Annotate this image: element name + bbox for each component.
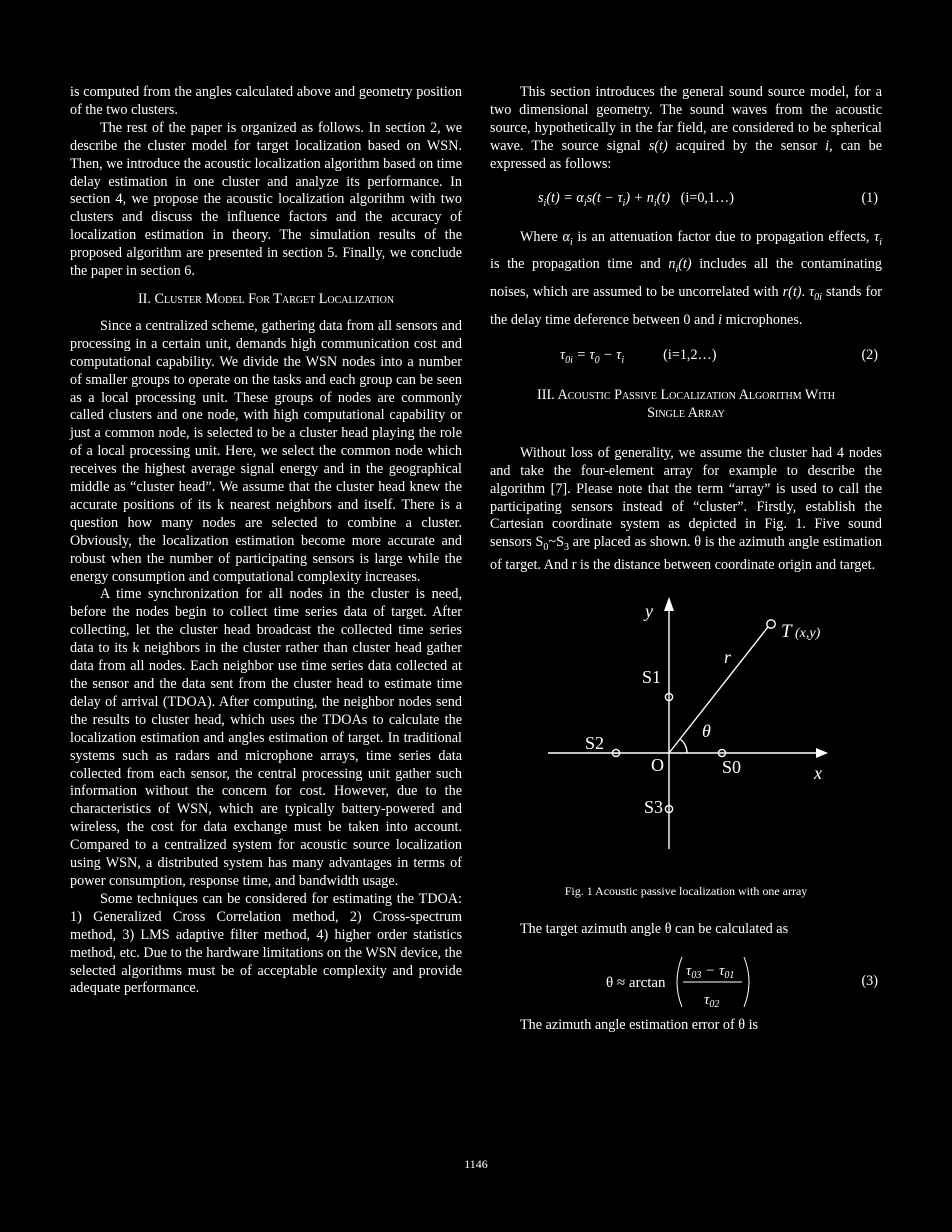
figure-1 bbox=[490, 591, 882, 881]
equation-3-lhs: θ ≈ arctan bbox=[606, 974, 666, 991]
sensor-s3-label: S3 bbox=[644, 797, 664, 817]
left-column bbox=[70, 84, 462, 998]
equation-3-denominator: $\tau_{02}$ bbox=[704, 991, 720, 1010]
figure-1-caption: Fig. 1 Acoustic passive localization with one array bbox=[564, 884, 808, 898]
target-coords-label: (x,y) bbox=[795, 626, 821, 641]
equation-2-number: (2) bbox=[861, 347, 878, 364]
x-axis-arrow bbox=[816, 748, 828, 758]
section-heading-2: II. Cluster Model For Target Localization bbox=[137, 290, 395, 307]
right-paragraph-1: This section introduces the general sound source model, for a two dimensional geometry. The sound waves from the acoustic source, hypothetically in the far field, are considered to be spherical wave. The source signal s(t) acquired by the sensor i, can be expressed as follows: bbox=[490, 84, 882, 172]
y-axis-arrow bbox=[664, 597, 674, 611]
y-axis-label: y bbox=[645, 601, 653, 621]
right-column bbox=[490, 84, 882, 1035]
sensor-s1-label: S1 bbox=[642, 667, 662, 687]
right-paragraph-4: The target azimuth angle θ can be calculated as bbox=[520, 920, 789, 937]
figure-1-diagram bbox=[490, 591, 882, 881]
section-heading-3: III. Acoustic Passive Localization Algorithm With Single Array bbox=[537, 387, 835, 421]
equation-3 bbox=[490, 951, 882, 1013]
sensor-s2-label: S2 bbox=[585, 733, 605, 753]
equation-3-numerator: $\tau_{03} - \tau_{01}$ bbox=[686, 962, 735, 981]
x-axis-label: x bbox=[814, 763, 822, 783]
left-paren bbox=[677, 957, 682, 1007]
left-paragraph-3: Since a centralized scheme, gathering data from all sensors and processing in a certain unit, demands high communication cost and computational capability. We divide the WSN nodes into a number of smaller groups to operate on the tasks and each group can be seen as a local processing unit. These groups of nodes are commonly called clusters and one node, with high computational capability or just a common node, is selected to be a cluster head playing the role of a local processing unit. Here, we select the common node which receives the highest average signal energy and in the geographical middle as “cluster head”. We assume that the cluster head knew the accurate positions of its k nearest neighbors and itself. There is a question how many nodes are selected to combine a cluster. Obviously, the localization estimation become more accurate and robust when the number of participating sensors is large while the energy consumption and computational complexity increases. bbox=[70, 317, 462, 585]
theta-label: θ bbox=[702, 721, 711, 741]
equation-3-number: (3) bbox=[861, 972, 878, 989]
equation-1-body: $s_i(t) = \alpha_is(t - \tau_i) + n_i(t)$ (i=0,1…) bbox=[538, 189, 734, 209]
equation-1-number: (1) bbox=[861, 189, 878, 206]
target-range-line bbox=[669, 627, 768, 753]
page-number: 1146 bbox=[464, 1157, 488, 1171]
left-paragraph-1: is computed from the angles calculated above and geometry position of the two clusters. bbox=[70, 84, 462, 118]
target-label: T bbox=[781, 621, 792, 642]
target-marker bbox=[767, 620, 775, 628]
left-paragraph-2: The rest of the paper is organized as follows. In section 2, we describe the cluster model for target localization based on WSN. Then, we introduce the acoustic localization algorithm based on time delay estimation in one cluster and analyze its performance. In section 4, we propose the acoustic localization algorithm with two clusters and discuss the influence factors and the accuracy of localization estimation in theory. The simulation results of the proposed algorithm are presented in section 5. Finally, we conclude the paper in section 6. bbox=[70, 119, 462, 280]
right-paragraph-2: Where $\alpha_i$ is an attenuation factor due to propagation effects, $\tau_i$ is the propagation time and $n_i(t)$ includes all the contaminating noises, which are assumed to be uncorrelated with r(t). $\tau_{0i}$ stands for the delay time deference between 0 and i microphones. bbox=[490, 228, 883, 329]
equation-3-fraction bbox=[490, 951, 882, 1013]
left-paragraph-4: A time synchronization for all nodes in the cluster is need, before the nodes begin to collect time series data of target. After collecting, let the cluster head broadcast the collected time series data to its k neighbors in the cluster rather than cluster head gather data from all nodes. Each neighbor use time series data collected at the sensor and the data sent from the cluster head to estimate time delay of arrival (TDOA). After computing, the neighbor nodes send the results to cluster head, which uses the TDOAs to calculate the localization estimation and angles estimation of target. In traditional systems such as radars and microphone arrays, time series data collected from each sensor, the central processing unit gather such information without the concern for cost. However, due to the characteristics of WSN, which are typically battery-powered and wireless, the cost for data exchange must be taken into account. Compared to a centralized system for acoustic source localization using WSN, a distributed system has many advantages in terms of power consumption, response time, and bandwidth usage. bbox=[70, 586, 462, 889]
range-label: r bbox=[724, 647, 732, 667]
equation-1 bbox=[490, 180, 882, 220]
right-paren bbox=[744, 957, 749, 1007]
right-paragraph-5: The azimuth angle estimation error of θ is bbox=[520, 1016, 759, 1033]
right-paragraph-3: Without loss of generality, we assume the cluster had 4 nodes and take the four-element array for example to describe the algorithm [7]. Please note that the term “array” is used to call the participating sensors instead of “cluster”. Firstly, establish the Cartesian coordinate system as depicted in Fig. 1. Five sound sensors $S_0\sim S_3$ are placed as shown. θ is the azimuth angle estimation of target. And r is the distance between coordinate origin and target. bbox=[490, 444, 883, 574]
origin-label: O bbox=[651, 755, 664, 775]
equation-2 bbox=[490, 337, 882, 377]
sensor-s0-label: S0 bbox=[722, 757, 742, 777]
left-paragraph-5: Some techniques can be considered for estimating the TDOA: 1) Generalized Cross Correlation method, 2) Cross-spectrum method, 3) LMS adaptive filter method, 4) higher order statistics method, etc. Due to the hardware limitations on the WSN device, the selected algorithms must be of acceptable complexity and provide adequate performance. bbox=[70, 890, 462, 997]
equation-2-body: $\tau_{0i} = \tau_0 - \tau_i$ (i=1,2…) bbox=[560, 347, 717, 366]
theta-arc bbox=[680, 739, 687, 753]
